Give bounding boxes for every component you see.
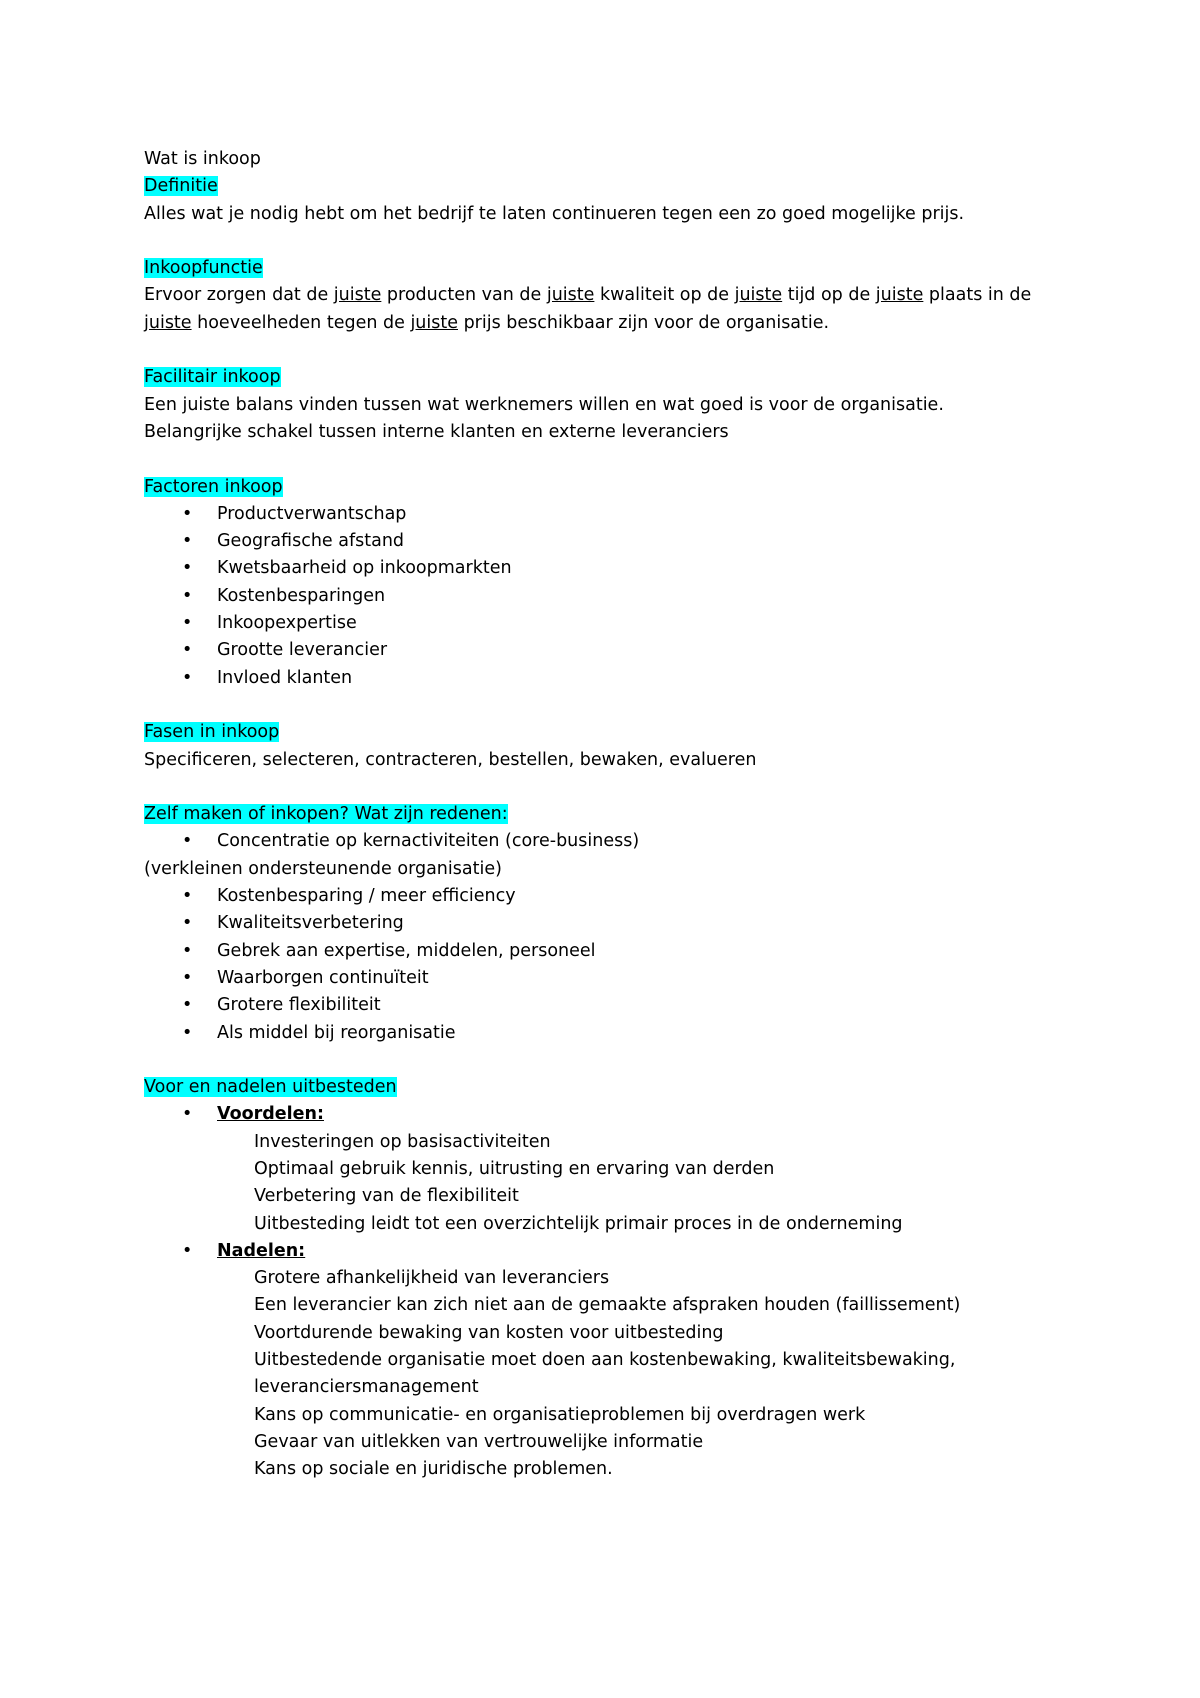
list-item-text: Kwetsbaarheid op inkoopmarkten: [217, 558, 512, 579]
section-uitbesteden: [144, 1074, 1074, 1101]
underlined-word: juiste: [410, 312, 458, 333]
bullet-icon: •: [182, 1104, 193, 1125]
bullet-icon: •: [182, 640, 193, 661]
bullet-icon: •: [182, 886, 193, 907]
bullet-icon: •: [182, 585, 193, 606]
section-inkoopfunctie: [144, 255, 1074, 282]
list-item-text: Productverwantschap: [217, 503, 407, 524]
zelf-maken-note: (verkleinen ondersteunende organisatie): [144, 858, 502, 879]
voordeel-item: Investeringen op basisactiviteiten: [254, 1131, 551, 1152]
list-item-text: Inkoopexpertise: [217, 613, 357, 634]
spacer: [144, 228, 1074, 255]
zelf-maken-first-list: [144, 828, 1074, 855]
list-item-text: Als middel bij reorganisatie: [217, 1022, 456, 1043]
voordeel-item: Uitbesteding leidt tot een overzichtelijk primair proces in de onderneming: [254, 1213, 903, 1234]
text-run: prijs beschikbaar zijn voor de organisatie.: [458, 312, 830, 333]
heading-facilitair: Facilitair inkoop: [144, 367, 281, 388]
list-item-text: Grootte leverancier: [217, 640, 388, 661]
spacer: [144, 337, 1074, 364]
bullet-icon: •: [182, 831, 193, 852]
nadeel-item: Gevaar van uitlekken van vertrouwelijke informatie: [254, 1431, 704, 1452]
text-run: tijd op de: [782, 285, 876, 306]
underlined-word: juiste: [546, 285, 595, 306]
bullet-icon: •: [182, 613, 193, 634]
list-item-text: Kostenbesparingen: [217, 585, 386, 606]
bullet-icon: •: [182, 1240, 193, 1261]
inkoopfunctie-line-2: [144, 310, 1074, 337]
list-item-text: Kwaliteitsverbetering: [217, 913, 404, 934]
nadeel-item: Uitbestedende organisatie moet doen aan kostenbewaking, kwaliteitsbewaking,: [254, 1350, 956, 1371]
section-factoren: [144, 474, 1074, 501]
factoren-list: [144, 501, 1074, 692]
list-item: [144, 883, 1074, 910]
bullet-icon: •: [182, 503, 193, 524]
text-run: producten van de: [381, 285, 547, 306]
list-item: [144, 1238, 1074, 1265]
document-page: [144, 146, 1074, 1484]
section-facilitair: [144, 364, 1074, 391]
list-item: [144, 610, 1074, 637]
list-item: [144, 665, 1074, 692]
spacer: [144, 774, 1074, 801]
heading-fasen: Fasen in inkoop: [144, 722, 280, 743]
inkoopfunctie-line-1: [144, 282, 1074, 309]
heading-definitie: Definitie: [144, 176, 218, 197]
text-run: plaats in de: [923, 285, 1032, 306]
nadelen-label: Nadelen:: [217, 1240, 306, 1261]
nadelen-list: [144, 1238, 1074, 1265]
heading-factoren: Factoren inkoop: [144, 476, 283, 497]
list-item-text: Concentratie op kernactiviteiten (core-business): [217, 831, 640, 852]
bullet-icon: •: [182, 1022, 193, 1043]
list-item: [144, 828, 1074, 855]
bullet-icon: •: [182, 995, 193, 1016]
spacer: [144, 692, 1074, 719]
list-item-text: Kostenbesparing / meer efficiency: [217, 886, 516, 907]
bullet-icon: •: [182, 967, 193, 988]
nadeel-item: leveranciersmanagement: [254, 1377, 479, 1398]
section-definitie: [144, 173, 1074, 200]
nadeel-item: Voortdurende bewaking van kosten voor uitbesteding: [254, 1322, 724, 1343]
fasen-text: Specificeren, selecteren, contracteren, bestellen, bewaken, evalueren: [144, 749, 757, 770]
underlined-word: juiste: [734, 285, 783, 306]
list-item-text: Waarborgen continuïteit: [217, 967, 429, 988]
list-item: [144, 528, 1074, 555]
list-item: [144, 555, 1074, 582]
list-item-text: Geografische afstand: [217, 531, 405, 552]
bullet-icon: •: [182, 558, 193, 579]
heading-zelf-maken: Zelf maken of inkopen? Wat zijn redenen:: [144, 804, 508, 825]
list-item: [144, 1020, 1074, 1047]
heading-inkoopfunctie: Inkoopfunctie: [144, 258, 263, 279]
list-item-text: Gebrek aan expertise, middelen, personeel: [217, 940, 596, 961]
voordelen-list: [144, 1101, 1074, 1128]
bullet-icon: •: [182, 531, 193, 552]
nadeel-item: Een leverancier kan zich niet aan de gemaakte afspraken houden (faillissement): [254, 1295, 961, 1316]
list-item: [144, 501, 1074, 528]
voordelen-label: Voordelen:: [217, 1104, 324, 1125]
voordeel-item: Optimaal gebruik kennis, uitrusting en ervaring van derden: [254, 1158, 775, 1179]
text-run: kwaliteit op de: [594, 285, 735, 306]
facilitair-line-2: Belangrijke schakel tussen interne klanten en externe leveranciers: [144, 421, 729, 442]
heading-uitbesteden: Voor en nadelen uitbesteden: [144, 1077, 397, 1098]
text-run: Ervoor zorgen dat de: [144, 285, 334, 306]
list-item: [144, 910, 1074, 937]
underlined-word: juiste: [144, 312, 192, 333]
section-fasen: [144, 719, 1074, 746]
facilitair-line-1: Een juiste balans vinden tussen wat werknemers willen en wat goed is voor de organisatie.: [144, 394, 944, 415]
spacer: [144, 446, 1074, 473]
list-item: [144, 1101, 1074, 1128]
document-title: Wat is inkoop: [144, 149, 261, 169]
nadeel-item: Kans op sociale en juridische problemen.: [254, 1459, 613, 1480]
nadeel-item: Kans op communicatie- en organisatieproblemen bij overdragen werk: [254, 1404, 866, 1425]
list-item: [144, 938, 1074, 965]
voordeel-item: Verbetering van de flexibiliteit: [254, 1186, 519, 1207]
bullet-icon: •: [182, 940, 193, 961]
text-run: hoeveelheden tegen de: [191, 312, 411, 333]
nadeel-item: Grotere afhankelijkheid van leveranciers: [254, 1268, 610, 1289]
section-zelf-maken: [144, 801, 1074, 828]
list-item: [144, 583, 1074, 610]
bullet-icon: •: [182, 667, 193, 688]
bullet-icon: •: [182, 913, 193, 934]
list-item-text: Invloed klanten: [217, 667, 353, 688]
list-item-text: Grotere flexibiliteit: [217, 995, 381, 1016]
underlined-word: juiste: [333, 285, 382, 306]
zelf-maken-list: [144, 883, 1074, 1047]
definitie-text: Alles wat je nodig hebt om het bedrijf te laten continueren tegen een zo goed mogelijke prijs.: [144, 203, 965, 224]
list-item: [144, 992, 1074, 1019]
spacer: [144, 1047, 1074, 1074]
list-item: [144, 965, 1074, 992]
underlined-word: juiste: [875, 285, 924, 306]
list-item: [144, 637, 1074, 664]
